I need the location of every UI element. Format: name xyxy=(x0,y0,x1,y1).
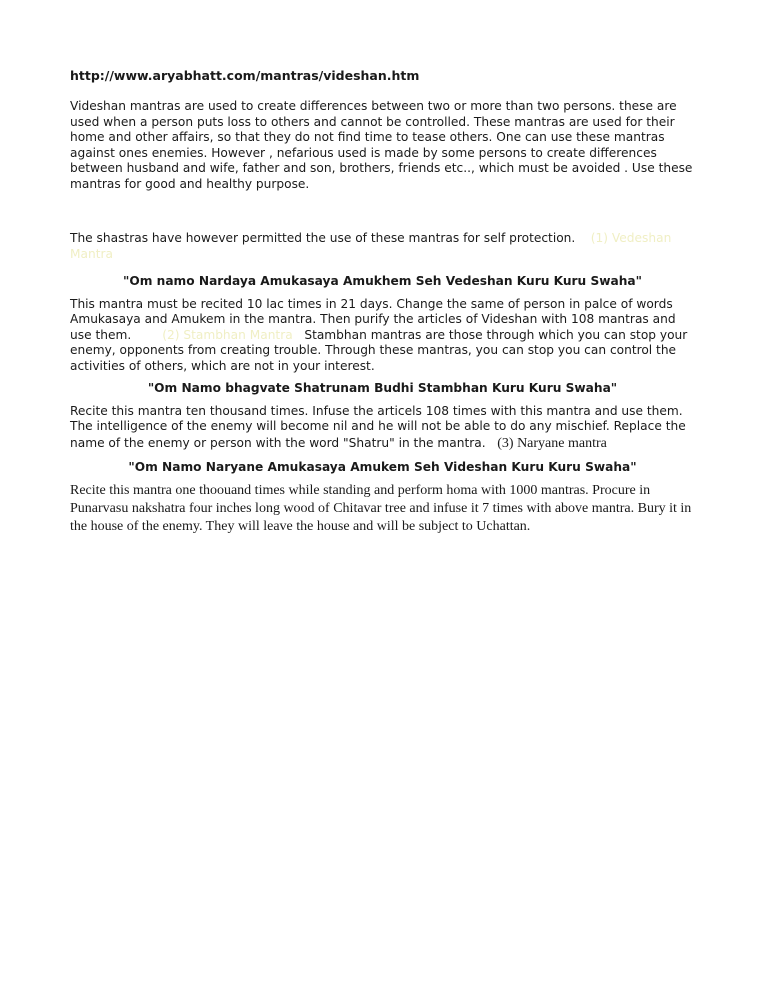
naryane-heading: (3) Naryane mantra xyxy=(497,435,607,451)
intro-paragraph: Videshan mantras are used to create differences between two or more than two persons. these are used when a person puts loss to others and cannot be controlled. These mantras are used for their home and other affairs, so that they do not find time to tease others. One can use these mantras against ones enemies. However , nefarious used is made by some persons to create differences between husband and wife, father and son, brothers, friends etc.., which must be avoided . Use these mantras for good and healthy purpose. xyxy=(70,99,693,191)
recite-text-2a: Recite this mantra ten thousand times. Infuse the articels 108 times with this mantra and use them. The intelligence of the enemy will become nil and he will not be able to do any mischief. Replace the name of the enemy or person with the word "Shatru" in the mantra. xyxy=(70,403,686,450)
source-url: http://www.aryabhatt.com/mantras/videshan.htm xyxy=(70,68,420,83)
mantra-3: "Om Namo Naryane Amukasaya Amukem Seh Videshan Kuru Kuru Swaha" xyxy=(128,459,637,474)
recite-paragraph-1 xyxy=(70,297,695,375)
recite-text-1b: Stambhan mantras are those through which you can stop your enemy, opponents from creating trouble. Through these mantras, you can stop you can control the activities of others, which are not in your interest. xyxy=(70,327,688,373)
vedeshan-heading-faint: (1) Vedeshan Mantra xyxy=(70,231,672,261)
document-page xyxy=(70,68,695,536)
mantra-1: "Om namo Nardaya Amukasaya Amukhem Seh Vedeshan Kuru Kuru Swaha" xyxy=(123,274,642,288)
recite-paragraph-3: Recite this mantra one thoouand times while standing and perform homa with 1000 mantras. Procure in Punarvasu nakshatra four inches long wood of Chitavar tree and infuse it 7 times with above mantra. Bury it in the house of the enemy. They will leave the house and will be subject to Uchattan. xyxy=(70,483,692,534)
shastras-paragraph xyxy=(70,231,695,262)
recite-text-1a: This mantra must be recited 10 lac times in 21 days. Change the same of person in palce of words Amukasaya and Amukem in the mantra. Then purify the articles of Videshan with 108 mantras and use them. xyxy=(70,296,676,342)
recite-paragraph-2 xyxy=(70,404,695,453)
shastras-text: The shastras have however permitted the use of these mantras for self protection. xyxy=(70,231,576,245)
stambhan-heading-faint: (2) Stambhan Mantra xyxy=(162,327,293,342)
mantra-2: "Om Namo bhagvate Shatrunam Budhi Stambhan Kuru Kuru Swaha" xyxy=(147,381,618,395)
